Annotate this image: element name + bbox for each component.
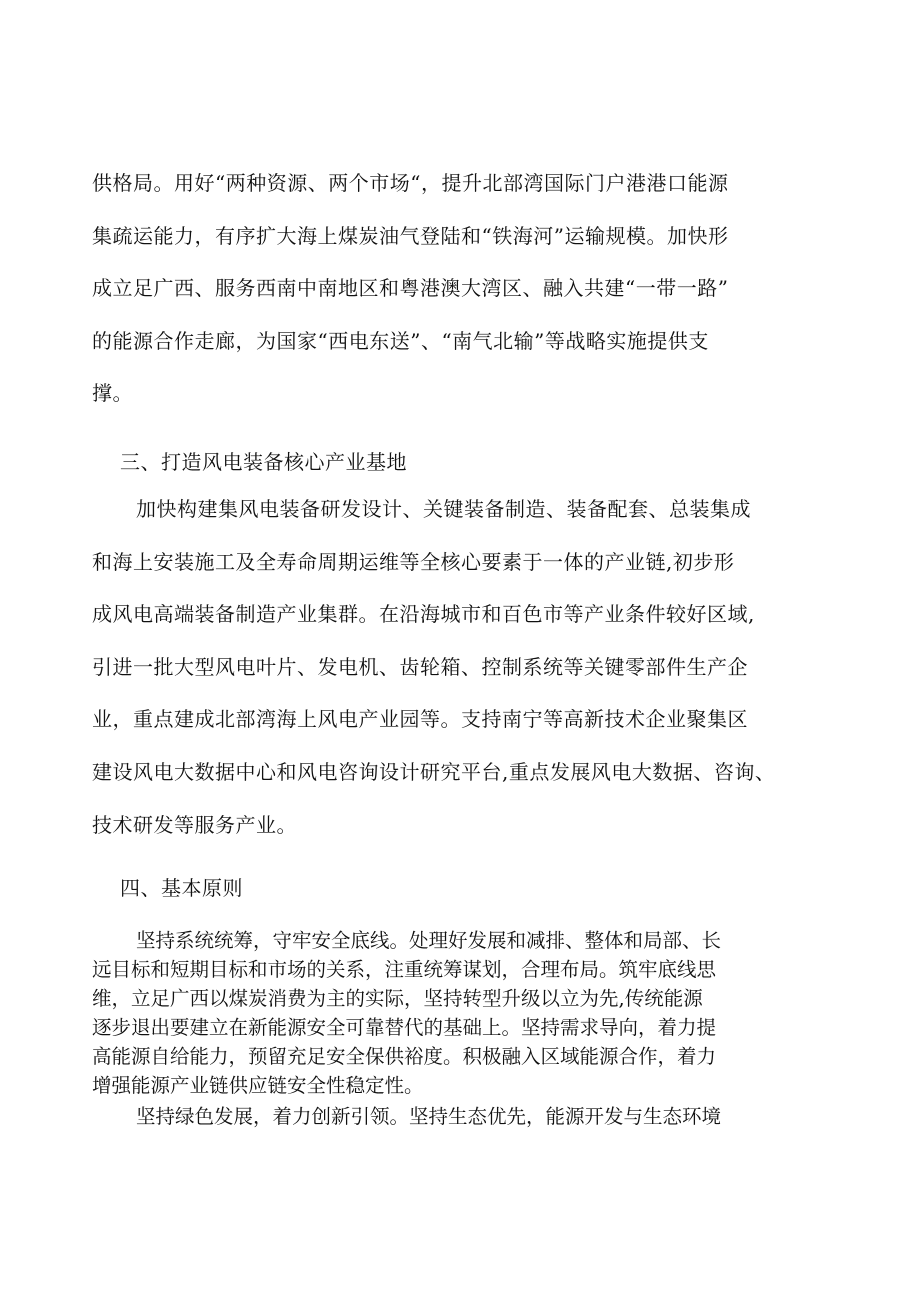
paragraph-energy-supply: 供格局。用好“两种资源、两个市场“，提升北部湾国际门户港港口能源 集疏运能力，有序扩大海上煤炭油气登陆和“铁海河”运输规模。加快形 成立足广西、服务西南中南地区和粤港澳大湾区、融入共建“一带一路” 的能源合作走廊，为国家“西电东送”、“南气北输”等战略实施提供支 撑。	[92, 171, 729, 406]
paragraph-wind-power-industry: 加快构建集风电装备研发设计、关键装备制造、装备配套、总装集成 和海上安装施工及全寿命周期运维等全核心要素于一体的产业链,初步形 成风电高端装备制造产业集群。在沿海城市和百色市等产业条件较好区域, 引进一批大型风电叶片、发电机、齿轮箱、控制系统等关键零部件生产企 业，重点建成北部湾海上风电产业园等。支持南宁等高新技术企业聚集区 建设风电大数据中心和风电咨询设计研究平台,重点发展风电大数据、咨询、 技术研发等服务产业。	[92, 497, 776, 837]
section-heading-basic-principles: 四、基本原则	[120, 876, 243, 900]
paragraph-principle-security: 坚持系统统筹，守牢安全底线。处理好发展和减排、整体和局部、长 远目标和短期目标和市场的关系，注重统筹谋划，合理布局。筑牢底线思 维，立足广西以煤炭消费为主的实际，坚持转型升级以立为先,传统能源 逐步退出要建立在新能源安全可靠替代的基础上。坚持需求导向，着力提 高能源自给能力，预留充足安全保供裕度。积极融入区域能源合作，着力 增强能源产业链供应链安全性稳定性。	[92, 929, 722, 1097]
paragraph-principle-green: 坚持绿色发展，着力创新引领。坚持生态优先，能源开发与生态环境	[136, 1105, 722, 1128]
section-heading-wind-power-base: 三、打造风电装备核心产业基地	[120, 450, 407, 474]
